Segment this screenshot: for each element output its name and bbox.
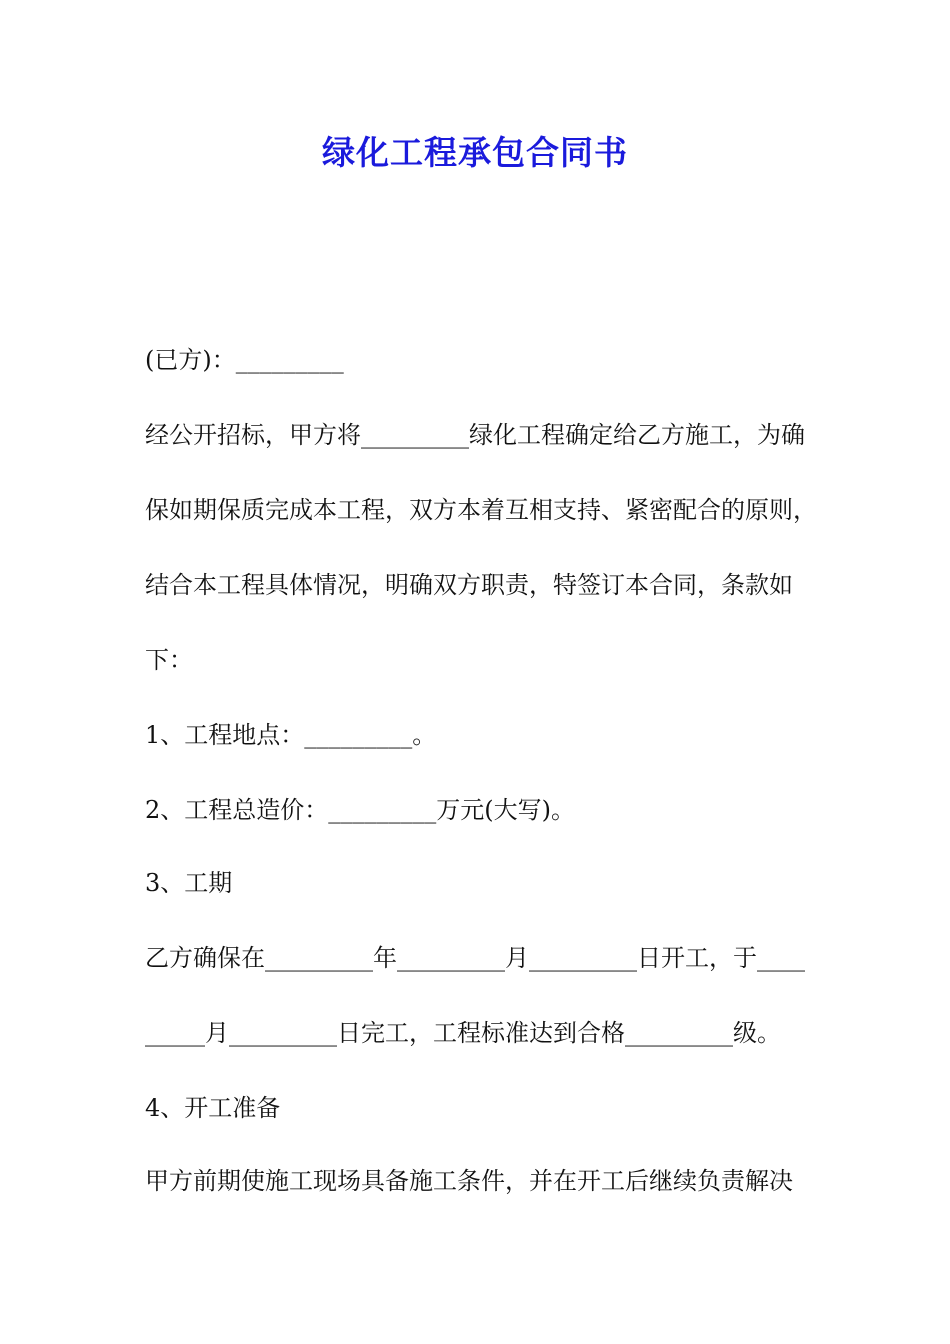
clause-4-heading: 4、开工准备 xyxy=(145,1094,281,1122)
intro-paragraph-line-1: 经公开招标，甲方将_________绿化工程确定给乙方施工，为确 xyxy=(145,421,805,449)
document-title: 绿化工程承包合同书 xyxy=(322,133,628,172)
clause-4-line-1: 甲方前期使施工现场具备施工条件，并在开工后继续负责解决 xyxy=(145,1167,793,1195)
clause-3-line-2: _____月_________日完工，工程标准达到合格_________级。 xyxy=(145,1019,781,1047)
clause-1-location: 1、工程地点：_________。 xyxy=(145,721,437,749)
intro-paragraph-line-3: 结合本工程具体情况，明确双方职责，特签订本合同，条款如 xyxy=(145,571,793,599)
clause-2-total-cost: 2、工程总造价：_________万元(大写)。 xyxy=(145,796,575,824)
party-b-line: (已方)：_________ xyxy=(145,346,344,374)
clause-3-line-1: 乙方确保在_________年_________月_________日开工，于____ xyxy=(145,944,805,972)
intro-paragraph-line-2: 保如期保质完成本工程，双方本着互相支持、紧密配合的原则， xyxy=(145,496,817,524)
clause-3-heading: 3、工期 xyxy=(145,869,233,897)
intro-paragraph-line-4: 下： xyxy=(145,646,193,674)
